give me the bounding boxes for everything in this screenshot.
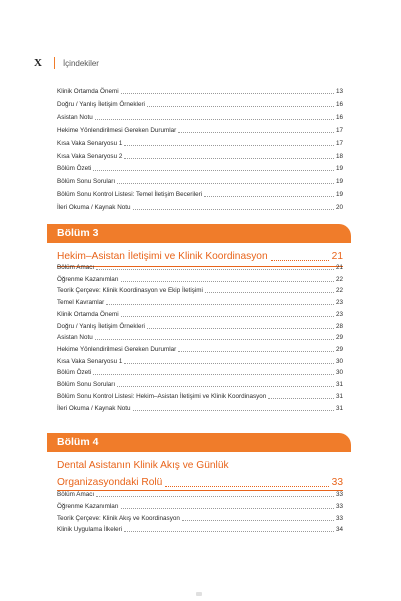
leader-dots (268, 398, 334, 399)
chapter-4-banner: Bölüm 4 (47, 433, 351, 452)
toc-entry-label: Asistan Notu (57, 334, 93, 342)
leader-dots (124, 158, 334, 159)
toc-entry-label: Doğru / Yanlış İletişim Örnekleri (57, 100, 145, 108)
toc-entry[interactable] (57, 345, 343, 354)
chapter-3-title: Hekim–Asistan İletişimi ve Klinik Koordinasyon (57, 251, 268, 262)
toc-entry-page: 30 (335, 369, 343, 377)
toc-entry-label: Kısa Vaka Senaryosu 1 (57, 139, 123, 147)
leader-dots (271, 260, 329, 261)
toc-entry[interactable] (57, 177, 343, 186)
toc-entry-label: Temel Kavramlar (57, 299, 105, 307)
toc-entry-page: 20 (335, 204, 343, 212)
toc-entry-page: 19 (335, 165, 343, 173)
chapter-4-title-line2-text: Organizasyondaki Rolü (57, 477, 163, 488)
toc-entry-page: 29 (335, 334, 343, 342)
toc-entry-page: 31 (335, 392, 343, 400)
toc-entry-page: 30 (335, 357, 343, 365)
toc-entry-label: Doğru / Yanlış İletişim Örnekleri (57, 322, 145, 330)
toc-entry-page: 22 (335, 275, 343, 283)
leader-dots (95, 119, 334, 120)
toc-entry-page: 17 (335, 126, 343, 134)
toc-entry[interactable] (57, 368, 343, 377)
toc-entry-label: Kısa Vaka Senaryosu 2 (57, 152, 123, 160)
toc-entry-label: Teorik Çerçeve: Klinik Koordinasyon ve Ekip İletişimi (57, 287, 203, 295)
toc-entry[interactable] (57, 203, 343, 212)
toc-entry-label: Bölüm Sonu Soruları (57, 381, 116, 389)
leader-dots (121, 281, 334, 282)
toc-entry[interactable] (57, 357, 343, 366)
leader-dots (133, 410, 334, 411)
chapter-3-title-entry[interactable] (57, 250, 343, 264)
toc-entry[interactable] (57, 392, 343, 401)
toc-entry-label: Bölüm Amacı (57, 264, 95, 271)
leader-dots (93, 374, 334, 375)
toc-entry[interactable] (57, 490, 343, 499)
leader-dots (178, 132, 334, 133)
toc-entry-label: Klinik Ortamda Önemi (57, 310, 119, 318)
toc-entry[interactable] (57, 87, 343, 96)
toc-entry-page: 16 (335, 113, 343, 121)
toc-entry[interactable] (57, 298, 343, 307)
toc-entry[interactable] (57, 404, 343, 413)
toc-entry[interactable] (57, 190, 343, 199)
toc-entry-label: Klinik Ortamda Önemi (57, 88, 119, 95)
toc-entry-page: 33 (335, 491, 343, 498)
toc-entry-label: Asistan Notu (57, 113, 93, 121)
leader-dots (205, 292, 334, 293)
toc-entry-page: 29 (335, 346, 343, 354)
toc-entry-label: Bölüm Sonu Soruları (57, 178, 116, 186)
header-title: İçindekiler (62, 58, 99, 68)
running-header (34, 56, 99, 70)
toc-entry[interactable] (57, 525, 343, 534)
toc-entry-page: 19 (335, 191, 343, 199)
leader-dots (178, 351, 334, 352)
toc-entry-label: Bölüm Sonu Kontrol Listesi: Temel İletişim Becerileri (57, 191, 203, 199)
toc-entry[interactable] (57, 126, 343, 135)
toc-entry-label: Bölüm Özeti (57, 165, 92, 173)
toc-entry-page: 31 (335, 404, 343, 412)
toc-entry-page: 34 (335, 526, 343, 534)
page-footer-mark (196, 592, 202, 596)
toc-entry-label: Öğrenme Kazanımları (57, 502, 119, 510)
toc-entry-label: Bölüm Sonu Kontrol Listesi: Hekim–Asistan İletişimi ve Klinik Koordinasyon (57, 392, 267, 400)
toc-entry-page: 19 (335, 178, 343, 186)
toc-entry[interactable] (57, 113, 343, 122)
toc-entry[interactable] (57, 514, 343, 523)
leader-dots (182, 520, 334, 521)
toc-entry-page: 33 (335, 514, 343, 522)
toc-entry[interactable] (57, 380, 343, 389)
toc-entry[interactable] (57, 286, 343, 295)
page-number: X (34, 57, 42, 69)
toc-entry-label: Klinik Uygulama İlkeleri (57, 526, 123, 534)
leader-dots (96, 269, 334, 270)
leader-dots (204, 196, 334, 197)
toc-entry-label: İleri Okuma / Kaynak Notu (57, 404, 131, 412)
toc-entry[interactable] (57, 275, 343, 284)
toc-entry-label: Bölüm Özeti (57, 369, 92, 377)
toc-entry-page: 22 (335, 287, 343, 295)
toc-entry-label: Öğrenme Kazanımları (57, 275, 119, 283)
toc-entry-label: Kısa Vaka Senaryosu 1 (57, 357, 123, 365)
toc-entry-page: 13 (335, 88, 343, 95)
leader-dots (133, 209, 334, 210)
toc-entry[interactable] (57, 333, 343, 342)
toc-entry[interactable] (57, 322, 343, 331)
toc-entry-label: Bölüm Amacı (57, 491, 95, 498)
leader-dots (106, 304, 334, 305)
toc-entry-label: Teorik Çerçeve: Klinik Akış ve Koordinasyon (57, 514, 180, 522)
leader-dots (124, 363, 334, 364)
chapter-3-title-page: 21 (331, 251, 343, 262)
toc-entry[interactable] (57, 100, 343, 109)
toc-entry[interactable] (57, 310, 343, 319)
toc-entry-page: 31 (335, 381, 343, 389)
chapter-4-title-line1-text: Dental Asistanın Klinik Akış ve Günlük (57, 460, 229, 471)
leader-dots (93, 170, 334, 171)
leader-dots (121, 508, 334, 509)
toc-entry-page: 23 (335, 310, 343, 318)
toc-entry-page: 23 (335, 299, 343, 307)
leader-dots (165, 486, 328, 487)
header-divider (54, 57, 55, 69)
toc-entry-page: 16 (335, 100, 343, 108)
toc-entry[interactable] (57, 139, 343, 148)
toc-entry-page: 33 (335, 502, 343, 510)
toc-entry-page: 21 (335, 264, 343, 271)
leader-dots (147, 328, 334, 329)
toc-entry[interactable] (57, 263, 343, 272)
toc-entry[interactable] (57, 164, 343, 173)
toc-entry-page: 17 (335, 139, 343, 147)
toc-entry[interactable] (57, 152, 343, 161)
toc-entry-label: İleri Okuma / Kaynak Notu (57, 204, 131, 212)
chapter-3-banner: Bölüm 3 (47, 224, 351, 243)
leader-dots (96, 496, 334, 497)
leader-dots (95, 339, 334, 340)
leader-dots (117, 183, 334, 184)
leader-dots (124, 531, 334, 532)
toc-entry-label: Hekime Yönlendirilmesi Gereken Durumlar (57, 126, 177, 134)
toc-entry-page: 28 (335, 322, 343, 330)
chapter-4-title-line1 (57, 459, 343, 473)
toc-entry-label: Hekime Yönlendirilmesi Gereken Durumlar (57, 346, 177, 354)
toc-entry[interactable] (57, 502, 343, 511)
leader-dots (117, 386, 334, 387)
toc-entry-page: 18 (335, 152, 343, 160)
leader-dots (121, 316, 334, 317)
leader-dots (124, 145, 334, 146)
leader-dots (147, 106, 334, 107)
chapter-4-title-entry[interactable] (57, 476, 343, 490)
chapter-4-title-page: 33 (331, 477, 343, 488)
leader-dots (121, 93, 334, 94)
